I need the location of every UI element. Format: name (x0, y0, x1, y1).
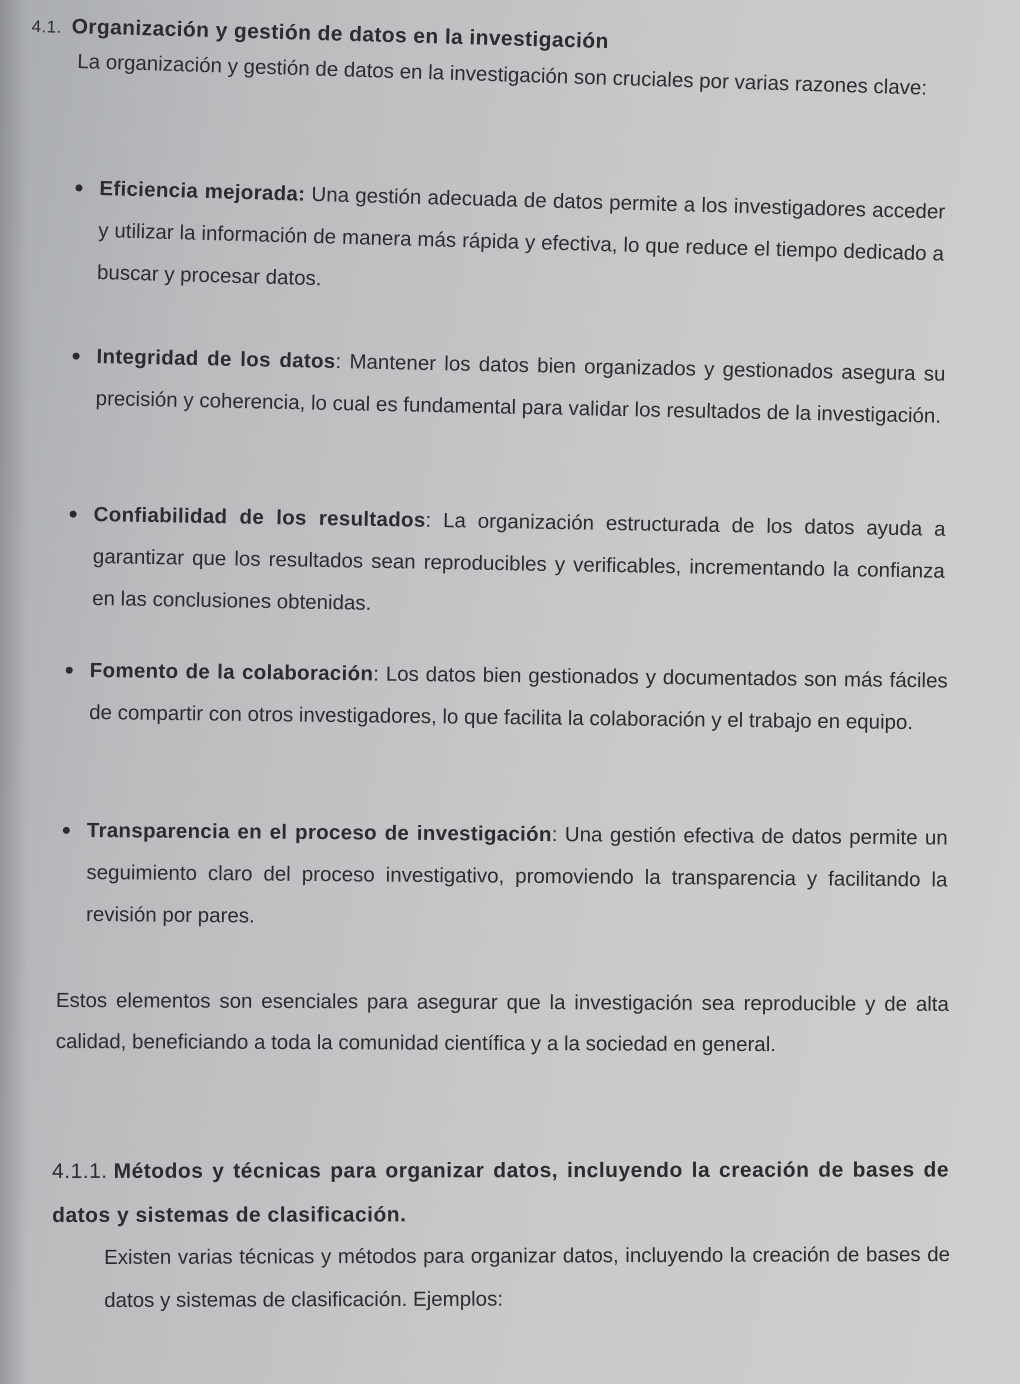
bullet-text: : Mantener los datos bien organizados y gestionados asegura su precisión y coherencia, lo cual es fundamental para validar los resultados de la investigación. (95, 350, 946, 428)
bullet-dot (66, 667, 73, 674)
bullet-title: Transparencia en el proceso de investigación (86, 818, 552, 847)
bullet-dot (70, 511, 77, 518)
section-number: 4.1. (31, 16, 62, 37)
section-title: Organización y gestión de datos en la investigación (71, 15, 610, 54)
bullet-title: Confiabilidad de los resultados (93, 502, 426, 532)
bullet-title: Fomento de la colaboración (89, 658, 374, 686)
bullet-item-reliability (92, 494, 946, 635)
bullet-item-efficiency (96, 168, 945, 318)
subsection-title: Métodos y técnicas para organizar datos, incluyendo la creación de bases de datos y sistemas de clasificación. (52, 1158, 950, 1227)
bullet-item-collaboration (89, 650, 948, 744)
section-intro: La organización y gestión de datos en la investigación son cruciales por varias razones clave: (76, 49, 928, 100)
subsection-number: 4.1.1. (52, 1159, 108, 1183)
bullet-title: Integridad de los datos (96, 344, 336, 373)
bullet-item-transparency (86, 810, 948, 944)
bullet-text: Una gestión adecuada de datos permite a los investigadores acceder y utilizar la información de manera más rápida y efectiva, lo que reduce el tiempo dedicado a buscar y procesar datos. (96, 182, 946, 291)
subsection-intro: Existen varias técnicas y métodos para organizar datos, incluyendo la creación de bases de datos y sistemas de clasificación. Ejemplos: (104, 1243, 951, 1312)
bullet-dot (75, 184, 82, 191)
page-spine-shadow (0, 0, 28, 1384)
conclusion-paragraph: Estos elementos son esenciales para asegurar que la investigación sea reproducible y de alta calidad, beneficiando a toda la comunidad científica y a la sociedad en general. (55, 988, 949, 1057)
bullet-item-integrity (95, 336, 946, 438)
bullet-text: : La organización estructurada de los datos ayuda a garantizar que los resultados sean reproducibles y verificables, incrementando la confianza en las conclusiones obtenidas. (91, 508, 946, 615)
bullet-text: : Una gestión efectiva de datos permite un seguimiento claro del proceso investigativo, promoviendo la transparencia y facilitando la revisión por pares. (85, 823, 948, 928)
bullet-dot (73, 352, 80, 359)
bullet-dot (63, 827, 70, 834)
bullet-title: Eficiencia mejorada: (99, 176, 306, 206)
bullet-text: : Los datos bien gestionados y documentados son más fáciles de compartir con otros investigadores, lo que facilita la colaboración y el trabajo en equipo. (89, 662, 948, 735)
subsection-heading (52, 1148, 949, 1238)
